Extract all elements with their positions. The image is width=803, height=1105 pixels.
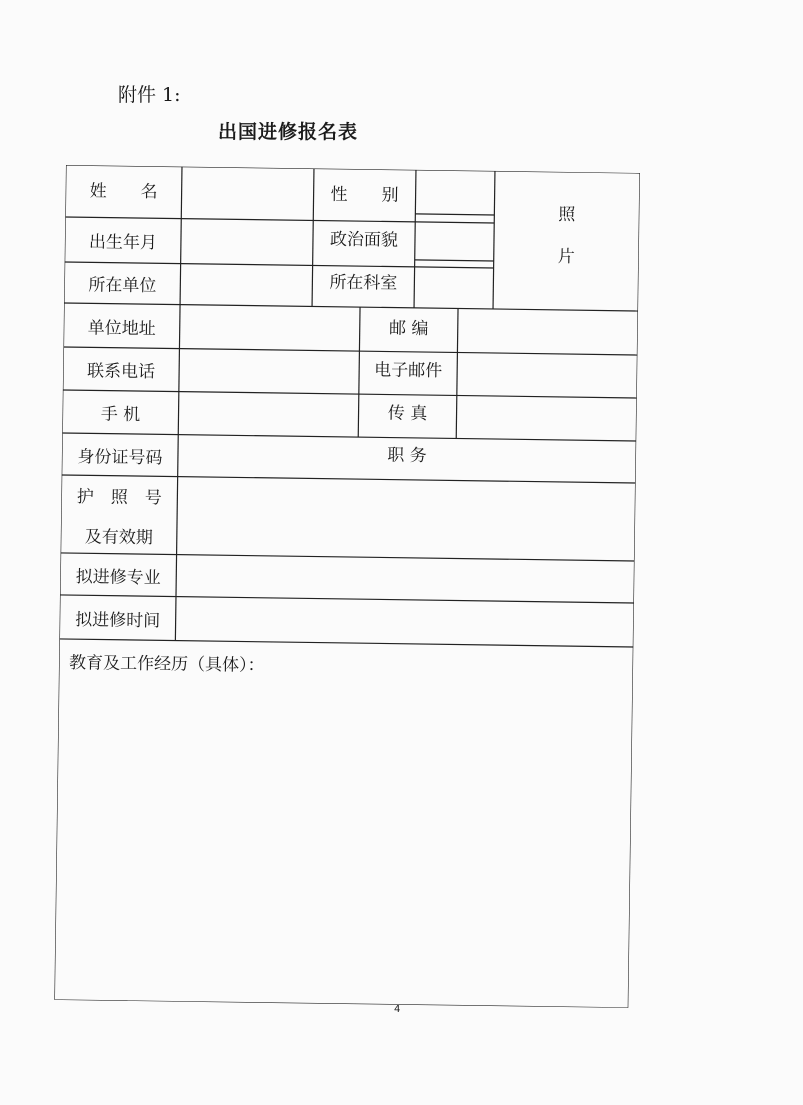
label-gender: 性 别: [330, 184, 399, 206]
label-education-history: 教育及工作经历（具体）：: [68, 652, 265, 676]
label-political: 政治面貌: [329, 229, 399, 251]
label-fax: 传 真: [387, 403, 428, 425]
label-unit-address: 单位地址: [87, 317, 156, 339]
label-phone: 联系电话: [86, 361, 156, 383]
page-number: 4: [394, 1004, 401, 1015]
label-birth: 出生年月: [88, 232, 158, 254]
label-study-time: 拟进修时间: [75, 609, 161, 631]
label-name: 姓 名: [89, 180, 158, 202]
label-email: 电子邮件: [374, 360, 443, 382]
label-id-number: 身份证号码: [77, 446, 163, 468]
form-title: 出国进修报名表: [218, 121, 359, 143]
application-form-table: [54, 165, 640, 1008]
label-mobile: 手 机: [100, 404, 141, 426]
label-position: 职 务: [387, 445, 427, 466]
label-passport-line-1: 护 照 号: [76, 486, 163, 508]
label-major: 拟进修专业: [75, 566, 161, 588]
attachment-label: 附件 1:: [118, 84, 181, 106]
label-passport-line-2: 及有效期: [84, 526, 153, 548]
label-unit: 所在单位: [88, 275, 157, 297]
label-photo-2: 片: [557, 246, 575, 267]
label-photo-1: 照: [558, 204, 576, 225]
label-department: 所在科室: [329, 272, 398, 294]
label-postcode: 邮 编: [388, 318, 429, 339]
